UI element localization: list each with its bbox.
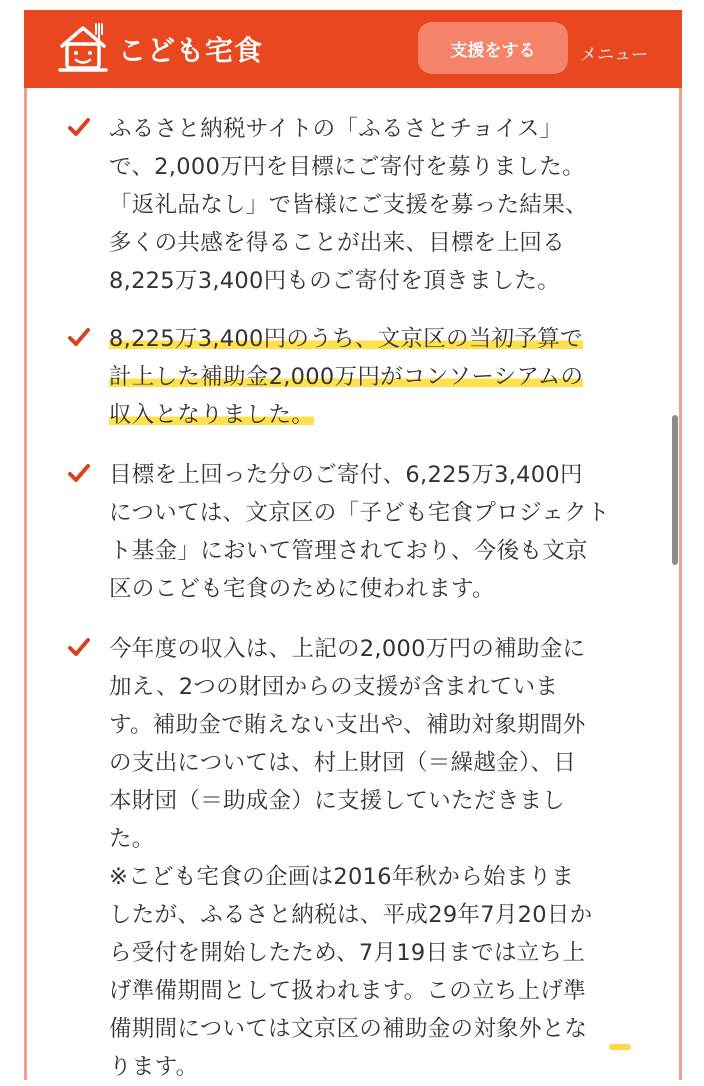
item-line: 本財団（＝助成金）に支援していただきまし bbox=[109, 788, 566, 814]
note-line: ります。 bbox=[109, 1054, 199, 1080]
site-logo[interactable] bbox=[54, 18, 263, 80]
item-line: の支出については、村上財団（＝繰越金）、日 bbox=[109, 750, 577, 776]
highlighted-line: 計上した補助金2,000万円がコンソーシアムの bbox=[109, 364, 584, 390]
check-icon bbox=[67, 326, 91, 348]
note-line: 備期間については文京区の補助金の対象外とな bbox=[109, 1016, 588, 1042]
item-line: 区のこども宅食のために使われます。 bbox=[109, 576, 495, 602]
list-item bbox=[71, 630, 631, 1086]
highlight-mark bbox=[609, 1044, 631, 1050]
list-item bbox=[71, 110, 631, 300]
support-button[interactable]: 支援をする bbox=[418, 22, 568, 74]
house-with-utensils-icon bbox=[54, 20, 112, 78]
site-header bbox=[24, 10, 682, 88]
item-line: 今年度の収入は、上記の2,000万円の補助金に bbox=[109, 636, 586, 662]
note-line: げ準備期間として扱われます。この立ち上げ準 bbox=[109, 978, 587, 1004]
item-line: た。 bbox=[109, 826, 155, 852]
item-line: で、2,000万円を目標にご寄付を募りました。 bbox=[109, 154, 585, 180]
item-line: 多くの共感を得ることが出来、目標を上回る bbox=[109, 230, 566, 256]
main-content bbox=[24, 88, 682, 1080]
note-line: したが、ふるさと納税は、平成29年7月20日か bbox=[109, 902, 593, 928]
scrollbar-thumb[interactable] bbox=[672, 415, 678, 565]
highlighted-line: 収入となりました。 bbox=[109, 402, 315, 428]
list-item bbox=[71, 456, 631, 608]
check-icon bbox=[67, 462, 91, 484]
item-line: ト基金」において管理されており、今後も文京 bbox=[109, 538, 588, 564]
menu-link[interactable]: メニュー bbox=[580, 45, 648, 65]
logo-text: こども宅食 bbox=[118, 34, 264, 67]
note-line: ら受付を開始したため、7月19日までは立ち上 bbox=[109, 940, 586, 966]
list-item bbox=[71, 320, 631, 434]
highlighted-line: 8,225万3,400円のうち、文京区の当初予算で bbox=[109, 326, 583, 352]
item-line: ふるさと納税サイトの「ふるさとチョイス」 bbox=[109, 116, 563, 142]
check-icon bbox=[67, 116, 91, 138]
page-frame bbox=[24, 10, 682, 1080]
item-line: 8,225万3,400円ものご寄付を頂きました。 bbox=[109, 268, 561, 294]
item-line: 加え、2つの財団からの支援が含まれていま bbox=[109, 674, 559, 700]
item-line: については、文京区の「子ども宅食プロジェクト bbox=[109, 500, 610, 526]
item-line: す。補助金で賄えない支出や、補助対象期間外 bbox=[109, 712, 586, 738]
note-line: ※こども宅食の企画は2016年秋から始まりま bbox=[109, 864, 575, 890]
item-line: 目標を上回った分のご寄付、6,225万3,400円 bbox=[109, 462, 583, 488]
check-icon bbox=[67, 636, 91, 658]
item-line: 「返礼品なし」で皆様にご支援を募った結果、 bbox=[109, 192, 588, 218]
